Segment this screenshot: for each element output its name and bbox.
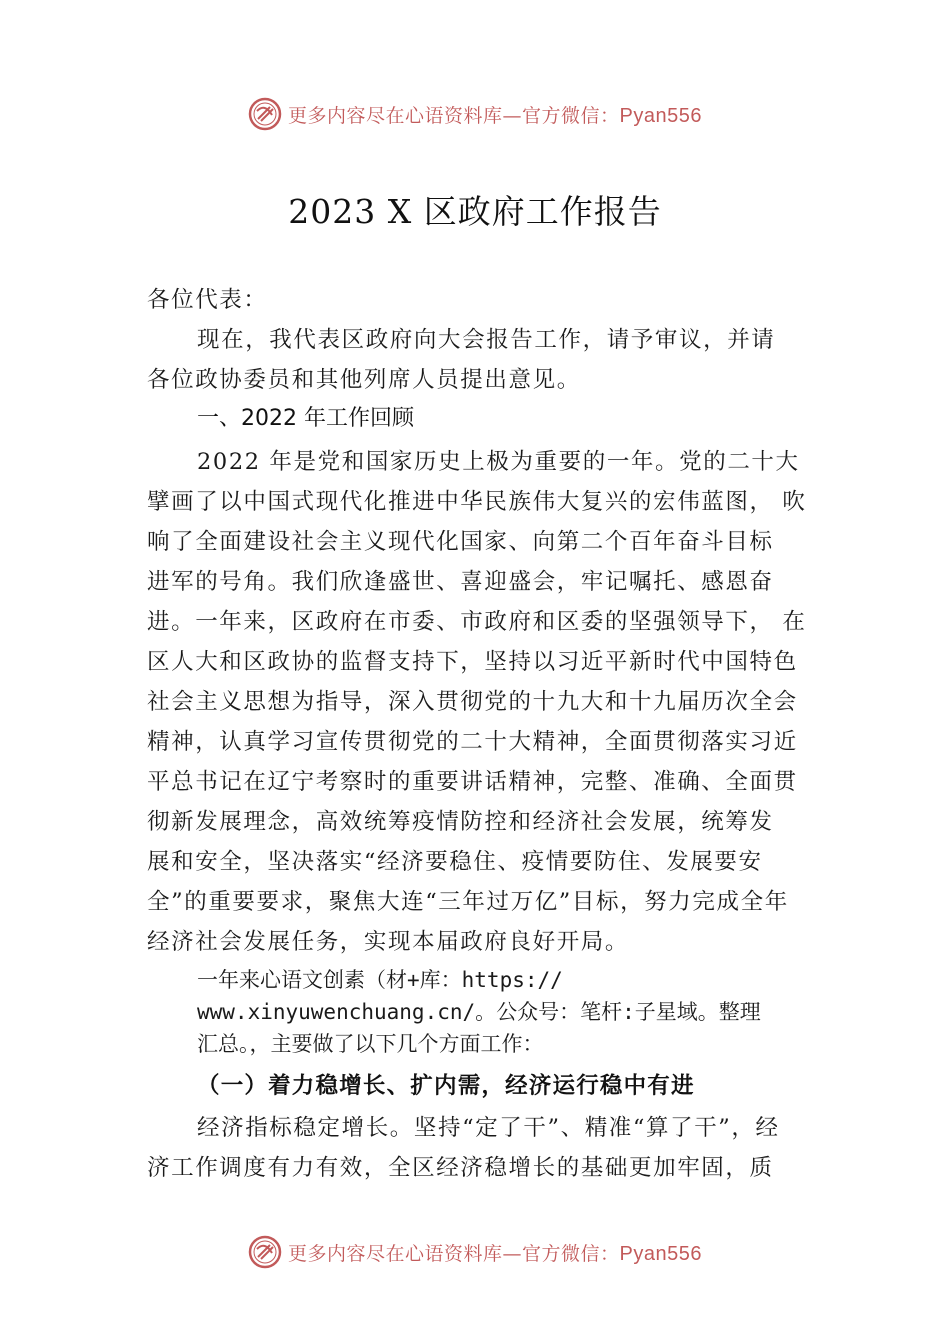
- salutation: 各位代表：: [147, 287, 268, 313]
- watermark-text: 更多内容尽在心语资料库—官方微信：Pyan556: [288, 104, 702, 127]
- paragraph-line: 社会主义思想为指导，深入贯彻党的十九大和十九届历次全会: [147, 689, 798, 715]
- seal-icon: [248, 97, 282, 131]
- paragraph-line: 进军的号角。我们欣逢盛世、喜迎盛会，牢记嘱托、感恩奋: [147, 569, 774, 595]
- paragraph-line: 响了全面建设社会主义现代化国家、向第二个百年奋斗目标: [147, 529, 774, 555]
- intro-line-2: 各位政协委员和其他列席人员提出意见。: [147, 367, 581, 393]
- note-line: 一年来心语文创素（材+库：https://: [197, 968, 563, 992]
- note-line: www.xinyuwenchuang.cn/。公众号：笔杆:子星域。整理: [197, 1000, 761, 1024]
- paragraph-line: 经济指标稳定增长。坚持“定了干”、精准“算了干”，经: [197, 1115, 780, 1141]
- paragraph-line: 2022 年是党和国家历史上极为重要的一年。党的二十大: [197, 449, 800, 475]
- paragraph-line: 济工作调度有力有效，全区经济稳增长的基础更加牢固，质: [147, 1155, 774, 1181]
- seal-icon: [248, 1235, 282, 1269]
- paragraph-line: 平总书记在辽宁考察时的重要讲话精神，完整、准确、全面贯: [147, 769, 798, 795]
- paragraph-line: 彻新发展理念，高效统筹疫情防控和经济社会发展，统筹发: [147, 809, 774, 835]
- paragraph-line: 经济社会发展任务，实现本届政府良好开局。: [147, 929, 630, 955]
- paragraph-line: 擘画了以中国式现代化推进中华民族伟大复兴的宏伟蓝图， 吹: [147, 489, 807, 515]
- section-heading: 一、2022 年工作回顾: [197, 406, 414, 431]
- watermark-banner-bottom: [0, 1230, 950, 1274]
- paragraph-line: 区人大和区政协的监督支持下，坚持以习近平新时代中国特色: [147, 649, 798, 675]
- watermark-banner-top: [0, 92, 950, 136]
- paragraph-line: 精神，认真学习宣传贯彻党的二十大精神，全面贯彻落实习近: [147, 729, 798, 755]
- paragraph-line: 全”的重要要求，聚焦大连“三年过万亿”目标，努力完成全年: [147, 889, 789, 915]
- subsection-heading: （一）着力稳增长、扩内需，经济运行稳中有进: [197, 1073, 695, 1099]
- watermark-text: 更多内容尽在心语资料库—官方微信：Pyan556: [288, 1242, 702, 1265]
- paragraph-line: 展和安全，坚决落实“经济要稳住、疫情要防住、发展要安: [147, 849, 763, 875]
- intro-line-1: 现在，我代表区政府向大会报告工作，请予审议，并请: [197, 327, 776, 353]
- document-title: 2023 X 区政府工作报告: [288, 192, 662, 231]
- note-line: 汇总。，主要做了以下几个方面工作：: [197, 1032, 544, 1056]
- paragraph-line: 进。一年来，区政府在市委、市政府和区委的坚强领导下， 在: [147, 609, 807, 635]
